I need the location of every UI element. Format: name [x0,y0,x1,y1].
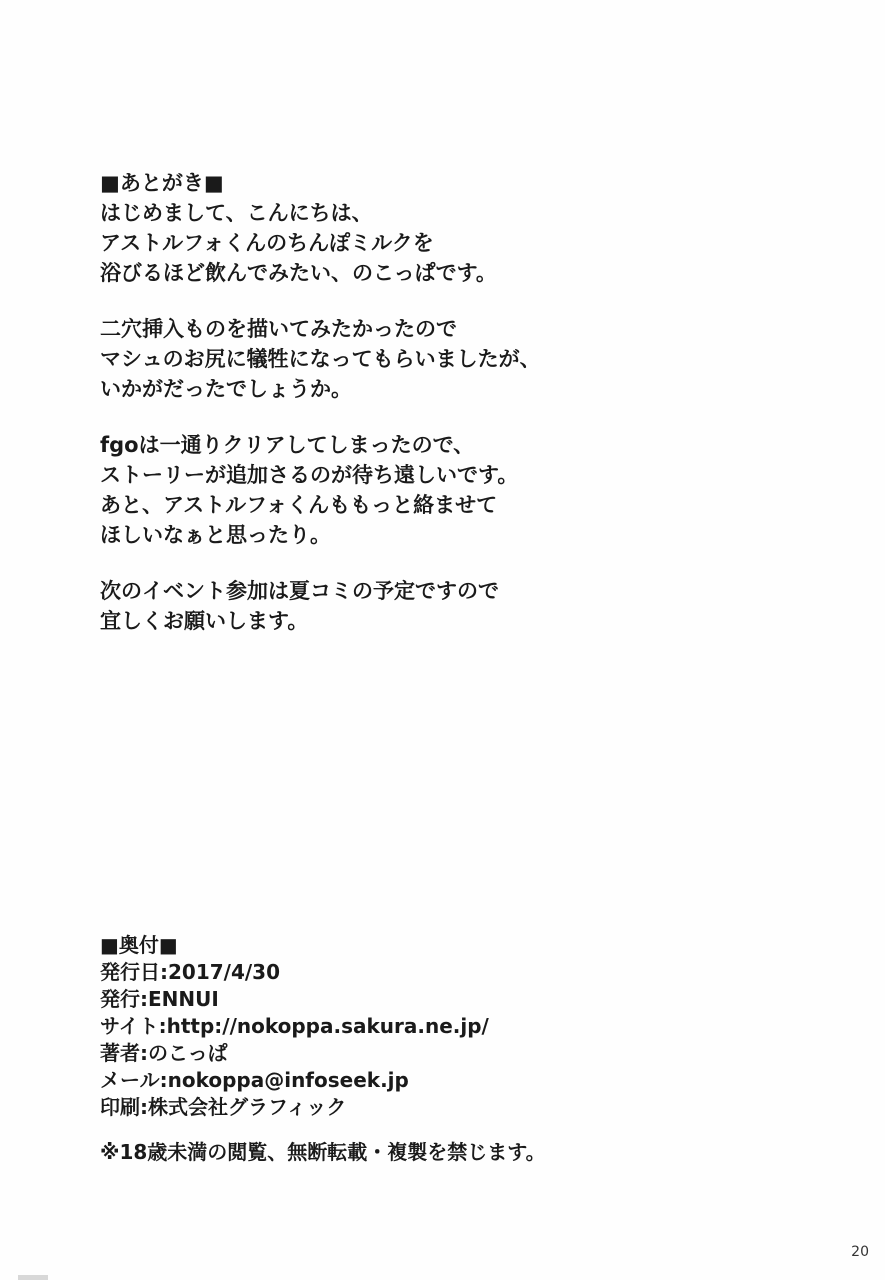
printer: 印刷:株式会社グラフィック [100,1095,347,1119]
scan-artifact [18,1275,48,1280]
paragraph-gap [100,550,541,576]
publisher: 発行:ENNUI [100,987,219,1011]
afterword-line: いかがだったでしょうか。 [100,377,352,401]
afterword-heading: ■あとがき■ [100,171,224,195]
paragraph-gap [100,404,541,430]
page-number: 20 [851,1244,869,1260]
afterword-line: はじめまして、こんにちは、 [100,201,373,225]
afterword-line: あと、アストルフォくんももっと絡ませて [100,493,498,517]
paragraph-gap [100,288,541,314]
paragraph-gap [100,1121,546,1139]
afterword-line: アストルフォくんのちんぽミルクを [100,231,434,255]
afterword-line: 次のイベント参加は夏コミの予定ですので [100,579,499,603]
afterword-line: fgoは一通りクリアしてしまったので、 [100,433,475,457]
afterword-line: 二穴挿入ものを描いてみたかったので [100,317,457,341]
colophon-section [100,932,546,1166]
afterword-line: ほしいなぁと思ったり。 [100,523,331,547]
afterword-section [100,168,541,636]
age-notice: ※18歳未満の閲覧、無断転載・複製を禁じます。 [100,1140,546,1164]
website: サイト:http://nokoppa.sakura.ne.jp/ [100,1014,489,1038]
email: メール:nokoppa@infoseek.jp [100,1068,409,1092]
afterword-line: 宜しくお願いします。 [100,609,309,633]
author: 著者:のこっぱ [100,1041,228,1065]
afterword-line: 浴びるほど飲んでみたい、のこっぱです。 [100,261,497,285]
publication-date: 発行日:2017/4/30 [100,960,281,984]
afterword-line: マシュのお尻に犠牲になってもらいましたが、 [100,347,541,371]
colophon-heading: ■奥付■ [100,933,178,957]
afterword-line: ストーリーが追加さるのが待ち遠しいです。 [100,463,519,487]
